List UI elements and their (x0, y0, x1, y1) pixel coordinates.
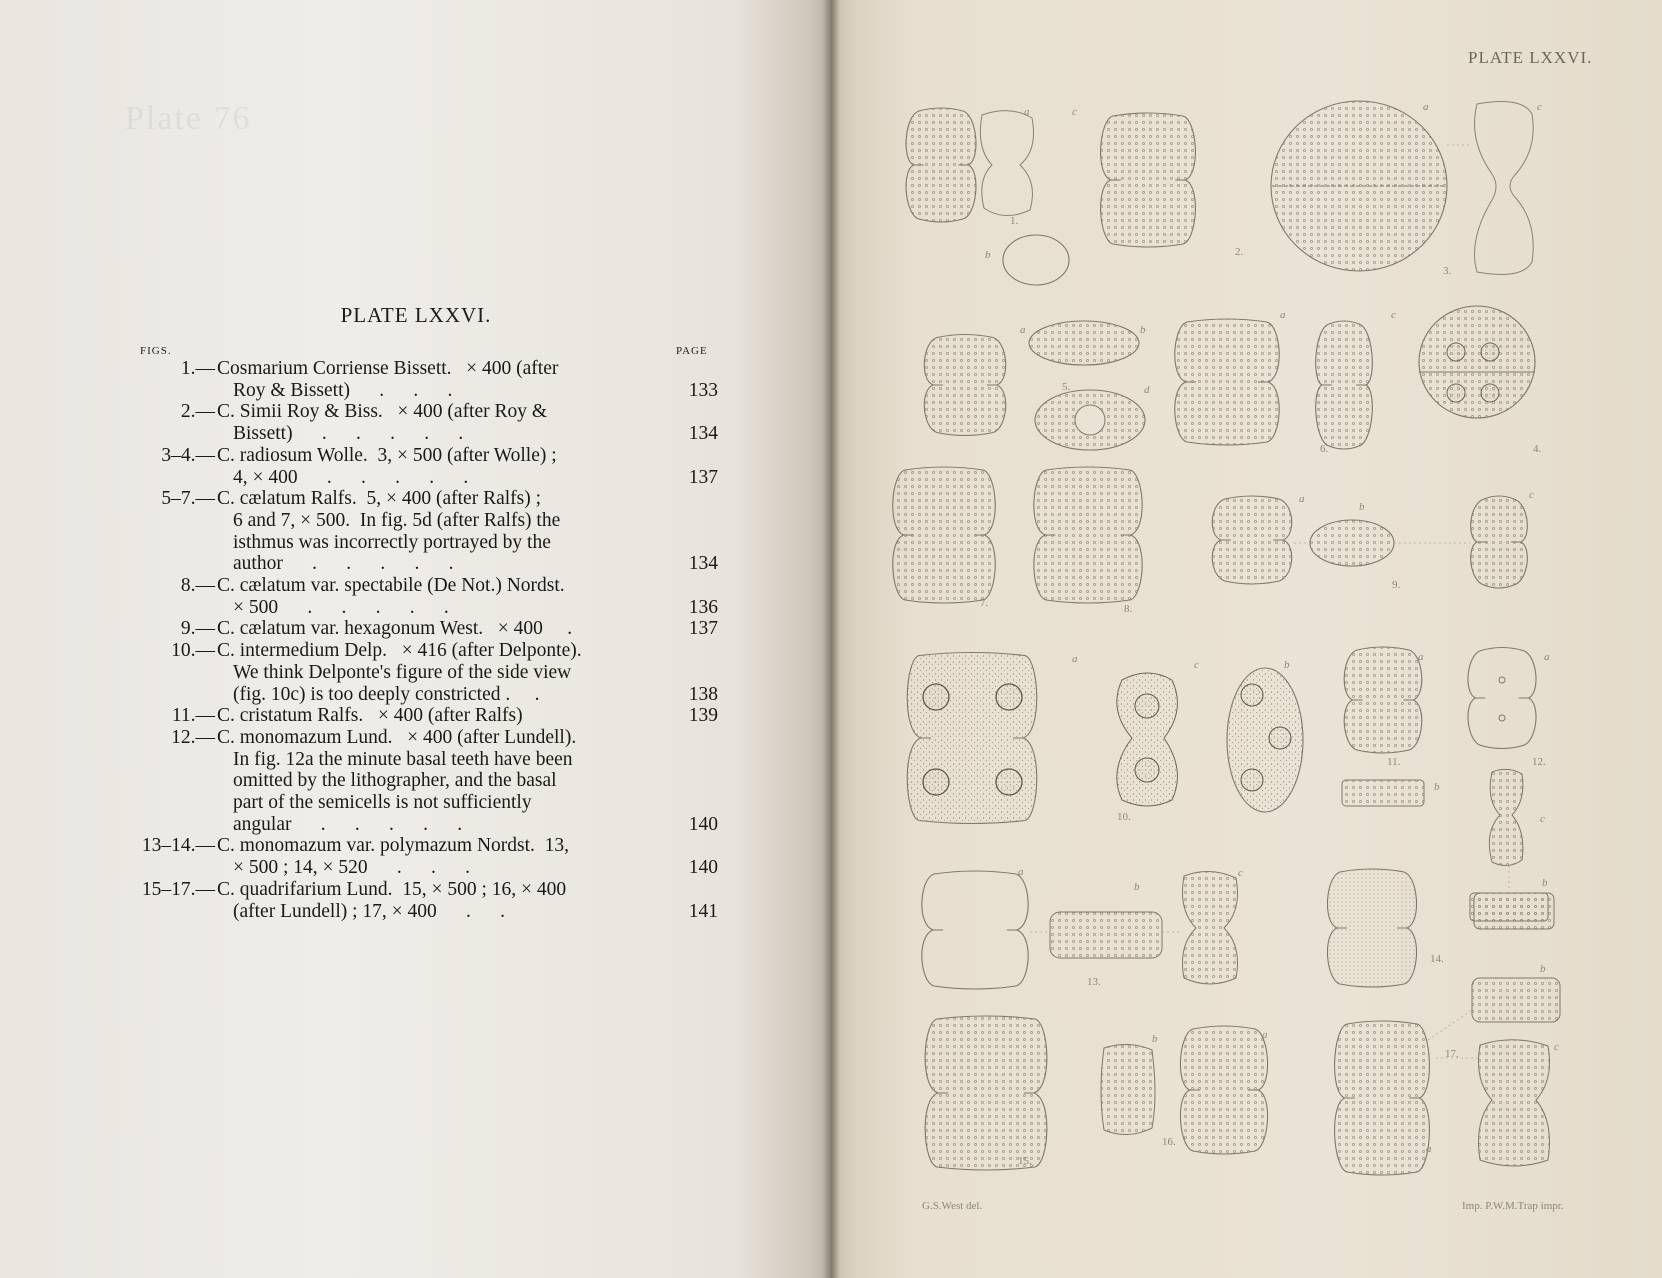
page-number: 141 (688, 900, 718, 922)
sub-letter: c (1540, 813, 1545, 825)
figure-number-label: 11.— (171, 705, 215, 727)
page-number: 140 (688, 813, 718, 835)
figure-number: 13. (1087, 976, 1101, 988)
sub-letter: b (1542, 877, 1548, 889)
fig4-cell (1419, 306, 1535, 418)
legend-line: (after Lundell) ; 17, × 400 . . (233, 900, 506, 922)
fig10-pyrenoid (996, 769, 1022, 795)
figure-number: 11. (1387, 756, 1401, 768)
page-number: 134 (688, 553, 718, 575)
fig4-pyrenoid (1447, 384, 1465, 402)
sub-letter: a (1024, 106, 1030, 118)
fig13b-top-view (1050, 912, 1162, 958)
sub-letter: a (1020, 324, 1026, 336)
figure-number: 3. (1443, 265, 1452, 277)
fig10-pyrenoid (1241, 769, 1263, 791)
sub-letter: d (1144, 384, 1150, 396)
legend-line: Bissett) . . . . . (233, 423, 464, 445)
plate-illustration (832, 0, 1662, 1278)
fig12c-side-view (1489, 769, 1523, 865)
figure-number: 16. (1162, 1136, 1176, 1148)
sub-letter: c (1072, 106, 1077, 118)
guide-line (1428, 1010, 1472, 1040)
fig9b-top-view (1310, 520, 1394, 566)
sub-letter: a (1423, 101, 1429, 113)
figure-number: 1. (1010, 215, 1019, 227)
legend-line: C. cælatum Ralfs. 5, × 400 (after Ralfs) ; (217, 488, 542, 510)
figs-column-header: FIGS. (140, 345, 172, 357)
sub-letter: b (1359, 501, 1365, 513)
plate-title-right: PLATE LXXVI. (1468, 48, 1593, 67)
figure-number-label: 2.— (180, 401, 215, 423)
sub-letter: c (1554, 1041, 1559, 1053)
legend-line: × 500 ; 14, × 520 . . . (233, 857, 471, 879)
figure-number: 6. (1320, 443, 1329, 455)
legend-line: C. monomazum Lund. × 400 (after Lundell). (217, 726, 577, 748)
figure-number: 7. (980, 597, 989, 609)
fig16b-top-view (1101, 1044, 1155, 1134)
fig12-mamilla (1499, 677, 1505, 683)
figure-number: 10. (1117, 811, 1131, 823)
legend-line: C. cælatum var. hexagonum West. × 400 . (217, 618, 573, 640)
printer-credit: Imp. P.W.M.Trap impr. (1462, 1200, 1564, 1212)
fig10-pyrenoid (1241, 684, 1263, 706)
figure-number-label: 15–17.— (141, 878, 215, 900)
fig10-pyrenoid (923, 769, 949, 795)
fig17b-top-view (1472, 978, 1560, 1022)
figure-number-label: 8.— (180, 575, 215, 596)
page-number: 137 (688, 466, 718, 488)
sub-letter: a (1426, 1143, 1432, 1155)
sub-letter: c (1537, 101, 1542, 113)
sub-letter: b (1434, 781, 1440, 793)
legend-line: 4, × 400 . . . . . (233, 466, 469, 488)
sub-letter: b (1134, 881, 1140, 893)
legend-line: C. Simii Roy & Biss. × 400 (after Roy & (217, 401, 548, 423)
legend-line: angular . . . . . (233, 813, 463, 835)
fig12-mamilla (1499, 715, 1505, 721)
figure-number: 17. (1445, 1048, 1459, 1060)
fig10b-top-view (1227, 668, 1303, 812)
legend-line: Roy & Bissett) . . . (233, 379, 453, 401)
fig4-pyrenoid (1481, 343, 1499, 361)
sub-letter: a (1418, 651, 1424, 663)
sub-letter: b (1284, 659, 1290, 671)
legend-line: Cosmarium Corriense Bissett. × 400 (after (217, 358, 559, 379)
figure-number-label: 12.— (171, 726, 215, 748)
sub-letter: a (1299, 493, 1305, 505)
figure-number: 5. (1062, 381, 1071, 393)
page-number: 134 (688, 423, 718, 445)
fig10-pyrenoid (1135, 694, 1159, 718)
legend-line: × 500 . . . . . (233, 596, 449, 618)
legend-line: isthmus was incorrectly portrayed by the (233, 531, 551, 553)
legend-line: C. radiosum Wolle. 3, × 500 (after Wolle) ; (217, 444, 557, 466)
fig17c-side-view (1479, 1040, 1550, 1166)
legend-line: We think Delponte's figure of the side view (233, 661, 572, 683)
figure-number-label: 13–14.— (141, 835, 215, 857)
fig13c-side-view (1183, 871, 1238, 984)
figure-number-label: 1.— (180, 358, 215, 379)
page-number: 140 (688, 857, 718, 879)
figure-number: 9. (1392, 579, 1401, 591)
sub-letter: a (1018, 866, 1024, 878)
fig3c-side-view (1475, 102, 1534, 275)
figure-number: 8. (1124, 603, 1133, 615)
sub-letter: b (1140, 324, 1146, 336)
figure-number-label: 5–7.— (161, 488, 215, 510)
fig1b-end-view (1003, 235, 1069, 285)
legend-line: (fig. 10c) is too deeply constricted . . (233, 683, 540, 705)
fig5d-pore (1075, 405, 1105, 435)
legend-line: C. monomazum var. polymazum Nordst. 13, (217, 835, 570, 857)
sub-letter: a (1262, 1029, 1268, 1041)
fig10-pyrenoid (996, 684, 1022, 710)
legend-line: C. cristatum Ralfs. × 400 (after Ralfs) (217, 705, 523, 727)
sub-letter: c (1194, 659, 1199, 671)
fig10c-side-view (1117, 673, 1178, 806)
figure-number: 15. (1018, 1155, 1032, 1167)
fig4-pyrenoid (1447, 343, 1465, 361)
legend-line: In fig. 12a the minute basal teeth have been (233, 748, 573, 770)
page-number: 139 (688, 705, 718, 727)
fig1c-side-view (980, 111, 1033, 216)
legend-line: C. cælatum var. spectabile (De Not.) Nordst. (217, 575, 565, 596)
page-column-header: PAGE (676, 345, 708, 357)
page-number: 137 (688, 618, 718, 640)
fig5b-top-view (1029, 321, 1139, 365)
legend-line: author . . . . . (233, 553, 454, 575)
fig4-pyrenoid (1481, 384, 1499, 402)
page-number: 138 (688, 683, 718, 705)
fig10-pyrenoid (1269, 727, 1291, 749)
figure-number-label: 3–4.— (161, 444, 215, 466)
legend-line: C. intermedium Delp. × 416 (after Delponte). (217, 640, 582, 662)
plate-heading: PLATE LXXVI. (340, 303, 492, 327)
sub-letter: a (1280, 309, 1286, 321)
legend-line: part of the semicells is not sufficiently (233, 792, 532, 813)
figure-number: 14. (1430, 953, 1444, 965)
sub-letter: b (985, 249, 991, 261)
page-number: 133 (688, 379, 718, 401)
sub-letter: a (1072, 653, 1078, 665)
sub-letter: a (1544, 651, 1550, 663)
sub-letter: b (1152, 1033, 1158, 1045)
figure-number: 4. (1533, 443, 1542, 455)
sub-letter: c (1391, 309, 1396, 321)
bleed-through-text: Plate 76 (125, 100, 252, 137)
fig11b-top-view (1342, 780, 1424, 806)
legend-line: 6 and 7, × 500. In fig. 5d (after Ralfs) the (233, 509, 561, 531)
figure-number: 12. (1532, 756, 1546, 768)
sub-letter: c (1529, 489, 1534, 501)
page-number: 136 (688, 596, 718, 618)
fig10-pyrenoid (1135, 758, 1159, 782)
fig14b-top-view (1474, 893, 1554, 929)
fig10-pyrenoid (923, 684, 949, 710)
figure-number-label: 10.— (171, 640, 215, 662)
figure-number: 2. (1235, 246, 1244, 258)
sub-letter: c (1238, 867, 1243, 879)
artist-credit: G.S.West del. (922, 1200, 983, 1212)
sub-letter: b (1540, 963, 1546, 975)
figure-number-label: 9.— (180, 618, 215, 640)
legend-line: C. quadrifarium Lund. 15, × 500 ; 16, × 400 (217, 878, 567, 900)
legend-line: omitted by the lithographer, and the basal (233, 770, 557, 792)
